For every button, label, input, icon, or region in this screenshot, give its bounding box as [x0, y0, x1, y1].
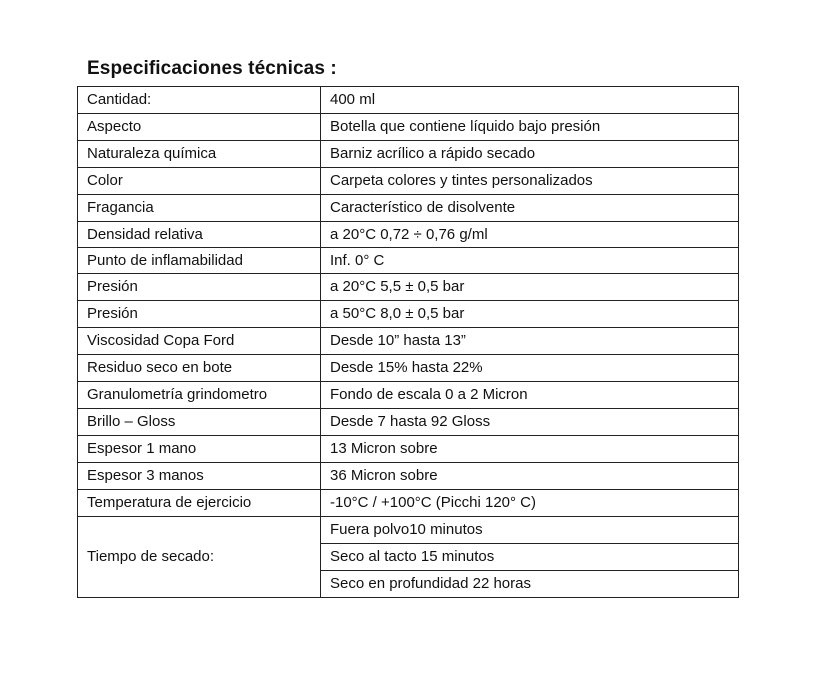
table-row — [78, 222, 739, 248]
table-row — [78, 195, 739, 222]
table-row — [78, 114, 739, 141]
drying-value: Seco en profundidad 22 horas — [321, 571, 739, 598]
row-value: a 50°C 8,0 ± 0,5 bar — [321, 301, 739, 328]
table-row — [78, 301, 739, 328]
row-value: a 20°C 5,5 ± 0,5 bar — [321, 274, 739, 301]
row-value: Carpeta colores y tintes personalizados — [321, 168, 739, 195]
row-label: Temperatura de ejercicio — [78, 490, 321, 517]
table-row — [78, 168, 739, 195]
row-label: Fragancia — [78, 195, 321, 222]
row-value: a 20°C 0,72 ÷ 0,76 g/ml — [321, 222, 739, 248]
row-value: Botella que contiene líquido bajo presión — [321, 114, 739, 141]
row-label: Residuo seco en bote — [78, 355, 321, 382]
row-label: Presión — [78, 274, 321, 301]
drying-value: Fuera polvo10 minutos — [321, 517, 739, 544]
row-value: Fondo de escala 0 a 2 Micron — [321, 382, 739, 409]
table-row-drying — [78, 517, 739, 544]
table-row — [78, 355, 739, 382]
drying-value: Seco al tacto 15 minutos — [321, 544, 739, 571]
table-row — [78, 463, 739, 490]
row-label: Color — [78, 168, 321, 195]
row-value: -10°C / +100°C (Picchi 120° C) — [321, 490, 739, 517]
row-value: Característico de disolvente — [321, 195, 739, 222]
table-row — [78, 141, 739, 168]
row-label: Espesor 1 mano — [78, 436, 321, 463]
table-row — [78, 328, 739, 355]
table-row — [78, 87, 739, 114]
row-label: Presión — [78, 301, 321, 328]
row-label: Naturaleza química — [78, 141, 321, 168]
row-label: Aspecto — [78, 114, 321, 141]
table-row — [78, 274, 739, 301]
row-value: Inf. 0° C — [321, 248, 739, 274]
table-row — [78, 248, 739, 274]
row-value: Barniz acrílico a rápido secado — [321, 141, 739, 168]
row-label: Espesor 3 manos — [78, 463, 321, 490]
table-row — [78, 382, 739, 409]
drying-label: Tiempo de secado: — [78, 517, 321, 598]
section-title: Especificaciones técnicas : — [87, 58, 337, 79]
table-row — [78, 409, 739, 436]
row-value: 13 Micron sobre — [321, 436, 739, 463]
row-value: 400 ml — [321, 87, 739, 114]
row-value: Desde 15% hasta 22% — [321, 355, 739, 382]
spec-table — [77, 86, 739, 598]
row-label: Brillo – Gloss — [78, 409, 321, 436]
row-value: Desde 7 hasta 92 Gloss — [321, 409, 739, 436]
row-label: Cantidad: — [78, 87, 321, 114]
row-value: Desde 10” hasta 13” — [321, 328, 739, 355]
row-value: 36 Micron sobre — [321, 463, 739, 490]
row-label: Punto de inflamabilidad — [78, 248, 321, 274]
row-label: Granulometría grindometro — [78, 382, 321, 409]
row-label: Viscosidad Copa Ford — [78, 328, 321, 355]
table-row — [78, 490, 739, 517]
row-label: Densidad relativa — [78, 222, 321, 248]
table-row — [78, 436, 739, 463]
